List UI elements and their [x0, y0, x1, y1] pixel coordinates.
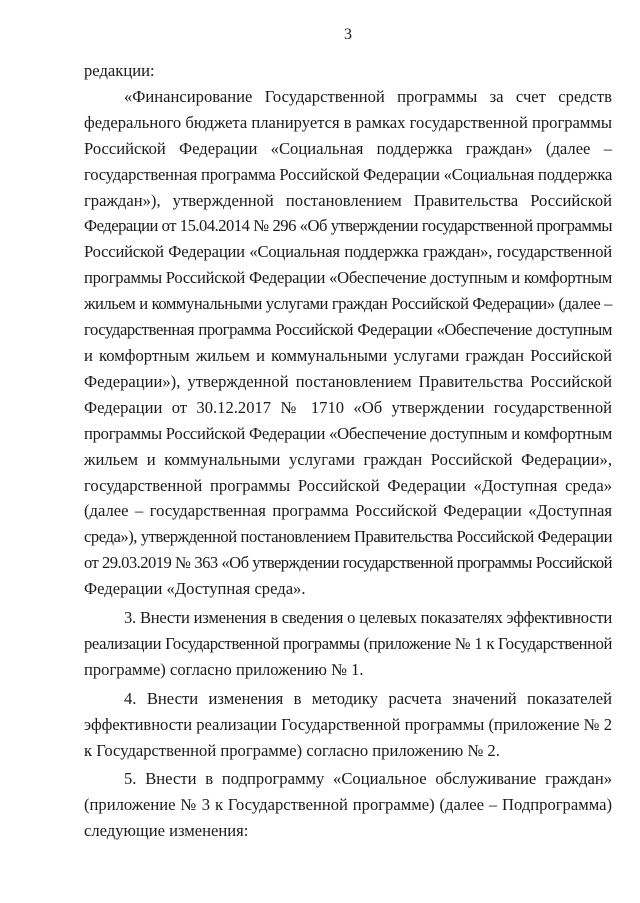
text-line: федерального бюджета планируется в рамках государственной программы	[84, 112, 613, 132]
text-line: программы Российской Федерации «Обеспечение доступным и комфортным	[84, 268, 612, 288]
text-line: Российской Федерации «Социальная поддержка граждан», государственной	[84, 242, 612, 262]
text-line: 5. Внести в подпрограмму «Социальное обслуживание граждан»	[124, 769, 612, 789]
text-line: граждан»), утвержденной постановлением Правительства Российской	[84, 190, 612, 210]
text-line: государственная программа Российской Федерации «Обеспечение доступным	[84, 320, 612, 340]
text-line: реализации Государственной программы (приложение № 1 к Государственной	[84, 633, 612, 653]
text-line: жильем и коммунальными услугами граждан Российской Федерации» (далее –	[84, 294, 612, 314]
text-line: «Финансирование Государственной программы за счет средств	[124, 86, 612, 106]
text-line: редакции:	[84, 61, 155, 80]
page-number: 3	[344, 26, 352, 43]
text-line: и комфортным жильем и коммунальными услугами граждан Российской	[84, 345, 612, 365]
text-line: Федерации»), утвержденной постановлением Правительства Российской	[84, 371, 612, 391]
text-line: к Государственной программе) согласно приложению № 2.	[84, 740, 500, 760]
text-line: Российской Федерации «Социальная поддержка граждан» (далее –	[84, 138, 612, 158]
text-line: (приложение № 3 к Государственной программе) (далее – Подпрограмма)	[84, 795, 612, 815]
text-line: от 29.03.2019 № 363 «Об утверждении государственной программы Российской	[84, 553, 612, 573]
text-line: следующие изменения:	[84, 821, 249, 841]
text-line: государственная программа Российской Федерации «Социальная поддержка	[84, 164, 613, 184]
text-line: программы Российской Федерации «Обеспечение доступным и комфортным	[84, 423, 612, 443]
text-line: эффективности реализации Государственной программы (приложение № 2	[84, 714, 612, 734]
text-line: программе) согласно приложению № 1.	[84, 659, 364, 679]
text-line: жильем и коммунальными услугами граждан Российской Федерации»,	[84, 449, 612, 469]
document-body	[84, 58, 612, 844]
text-line: Федерации от 15.04.2014 № 296 «Об утверждении государственной программы	[84, 216, 612, 236]
text-line: 3. Внести изменения в сведения о целевых показателях эффективности	[124, 608, 612, 628]
text-line: 4. Внести изменения в методику расчета значений показателей	[124, 688, 612, 708]
text-line: Федерации «Доступная среда».	[84, 579, 306, 599]
text-line: (далее – государственная программа Российской Федерации «Доступная	[84, 501, 612, 521]
text-line: Федерации от 30.12.2017 № 1710 «Об утверждении государственной	[84, 397, 612, 417]
text-line: среда»), утвержденной постановлением Правительства Российской Федерации	[84, 527, 612, 547]
text-line: государственной программы Российской Федерации «Доступная среда»	[84, 475, 612, 495]
